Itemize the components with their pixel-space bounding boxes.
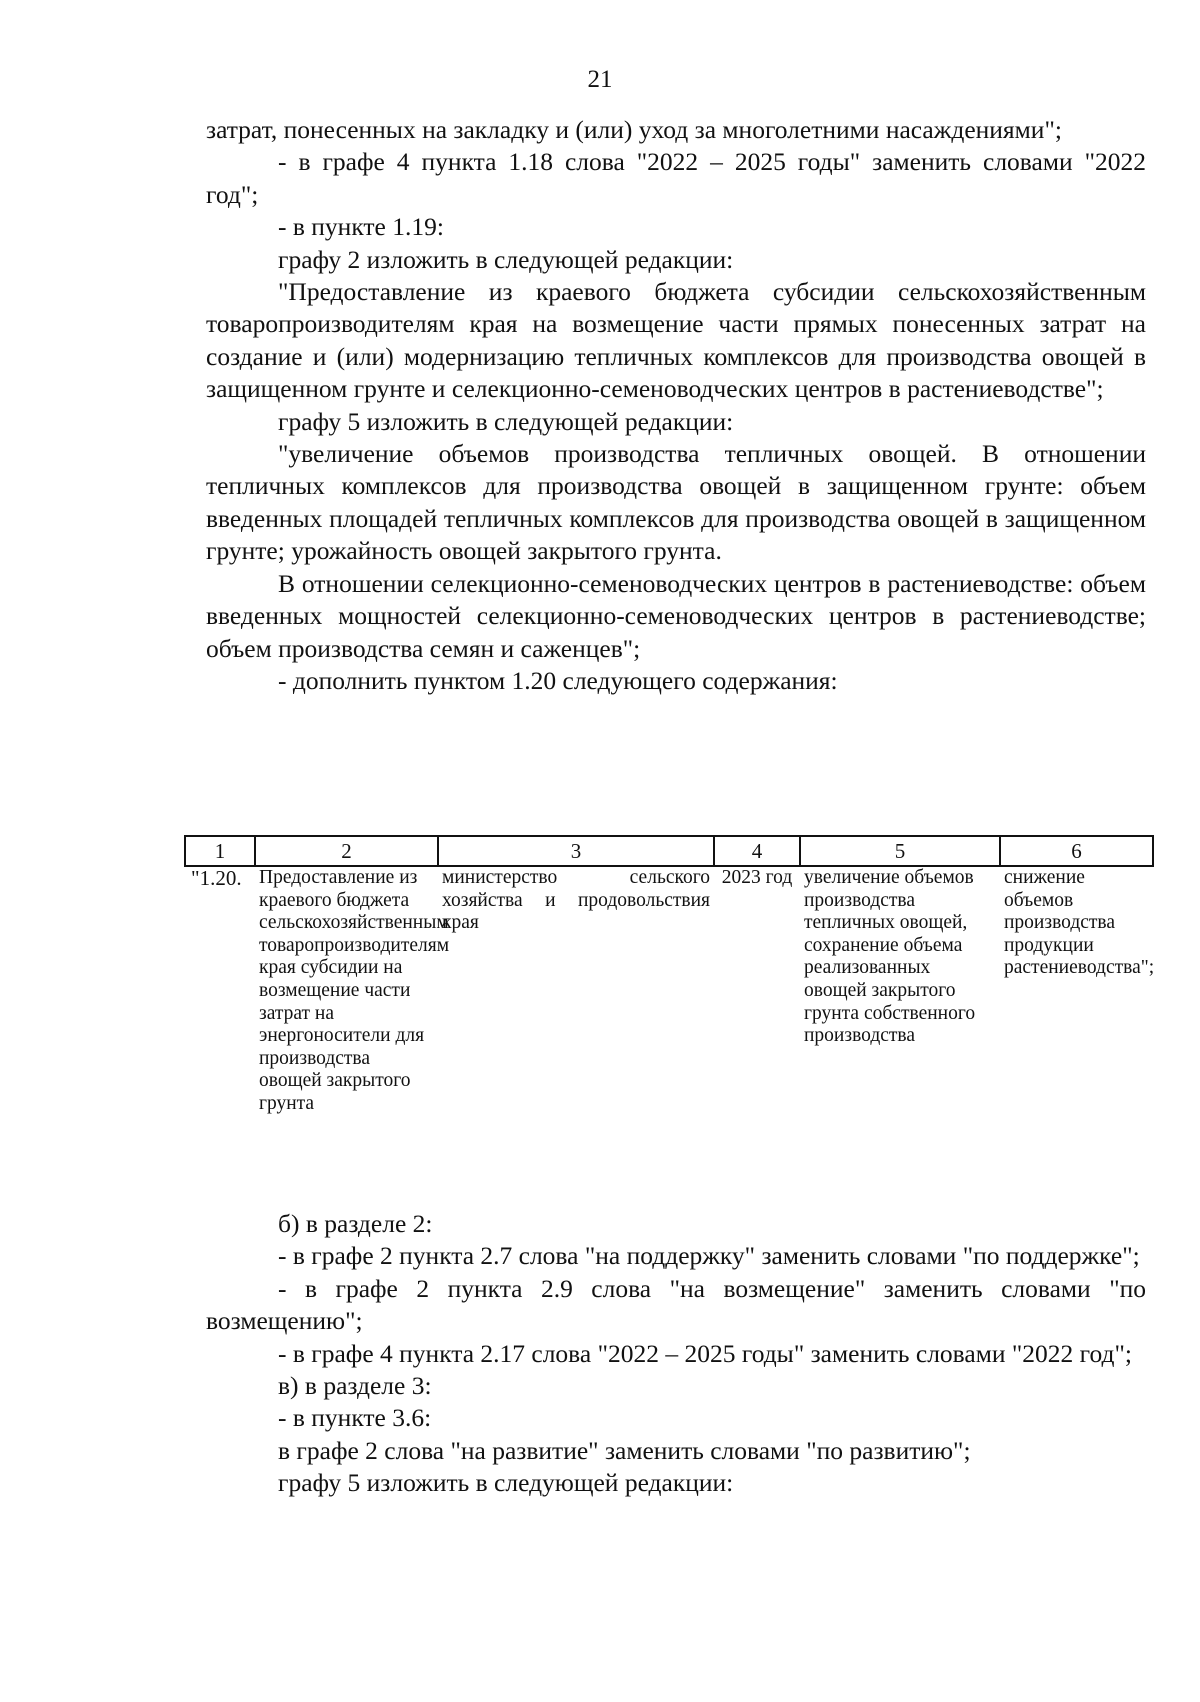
year-cell: 2023 год [721,867,793,888]
paragraph: - в графе 2 пункта 2.7 слова "на поддержку" заменить словами "по поддержке"; [278,1241,1140,1271]
table-header-row [185,836,1153,866]
table-header-cell: 2 [255,836,438,866]
paragraph: - в графе 2 пункта 2.9 слова "на возмещение" заменить словами "по возмещению"; [206,1273,1146,1336]
consequence-cell: снижение объемов производства продукции растениеводства"; [1004,867,1155,979]
paragraph: - в графе 4 пункта 1.18 слова "2022 – 2025 годы" заменить словами "2022 [278,147,1146,177]
paragraph: графу 5 изложить в следующей редакции: [278,406,734,436]
paragraph: "увеличение объемов производства тепличных овощей. В отношении тепличных комплексов для производства овощей в защищенном грунте: объем введенных площадей тепличных комплексов для производства овощей в защищенном грунте; урожайность овощей закрытого грунта. [206,439,1146,566]
insert-table [184,835,1154,1116]
table-header-cell: 6 [1000,836,1153,866]
table-header-cell: 1 [185,836,255,866]
table-header-cell: 4 [714,836,800,866]
table-header-cell: 3 [438,836,714,866]
table-header-cell: 5 [800,836,1000,866]
paragraph: "Предоставление из краевого бюджета субсидии сельскохозяйственным товаропроизводителям края на возмещение части прямых понесенных затрат на создание и (или) модернизацию тепличных комплексов для производства овощей в защищенном грунте и селекционно-семеноводческих центров в растениеводстве"; [206,277,1146,404]
item-number-cell: "1.20. [191,866,242,890]
result-cell: увеличение объемов производства тепличных овощей, сохранение объема реализованных овощей закрытого грунта собственного производства [804,867,976,1047]
paragraph: - в пункте 1.19: [278,212,444,242]
table-row [185,866,1153,1116]
paragraph: графу 5 изложить в следующей редакции: [278,1468,734,1498]
paragraph: графу 2 изложить в следующей редакции: [278,244,734,274]
description-cell: Предоставление из краевого бюджета сельскохозяйственным товаропроизводителям края субсидии на возмещение части затрат на энергоносители для производства овощей закрытого грунта [259,867,450,1114]
text-block-top [206,114,1146,697]
paragraph: В отношении селекционно-семеноводческих центров в растениеводстве: объем введенных мощностей селекционно-семеноводческих центров в растениеводстве; объем производства семян и саженцев"; [206,568,1146,663]
paragraph: - дополнить пунктом 1.20 следующего содержания: [278,665,838,695]
paragraph: - в графе 4 пункта 2.17 слова "2022 – 2025 годы" заменить словами "2022 год"; [278,1338,1132,1368]
text-block-bottom [206,1208,1146,1500]
paragraph: год"; [206,179,259,209]
page-number: 21 [587,66,613,93]
paragraph: затрат, понесенных на закладку и (или) уход за многолетними насаждениями"; [206,115,1062,144]
paragraph: б) в разделе 2: [278,1209,433,1238]
paragraph: в) в разделе 3: [278,1371,432,1401]
paragraph: - в пункте 3.6: [278,1403,432,1433]
department-cell: министерство сельского хозяйства и продовольствия края [442,867,710,934]
paragraph: в графе 2 слова "на развитие" заменить словами "по развитию"; [278,1435,971,1465]
